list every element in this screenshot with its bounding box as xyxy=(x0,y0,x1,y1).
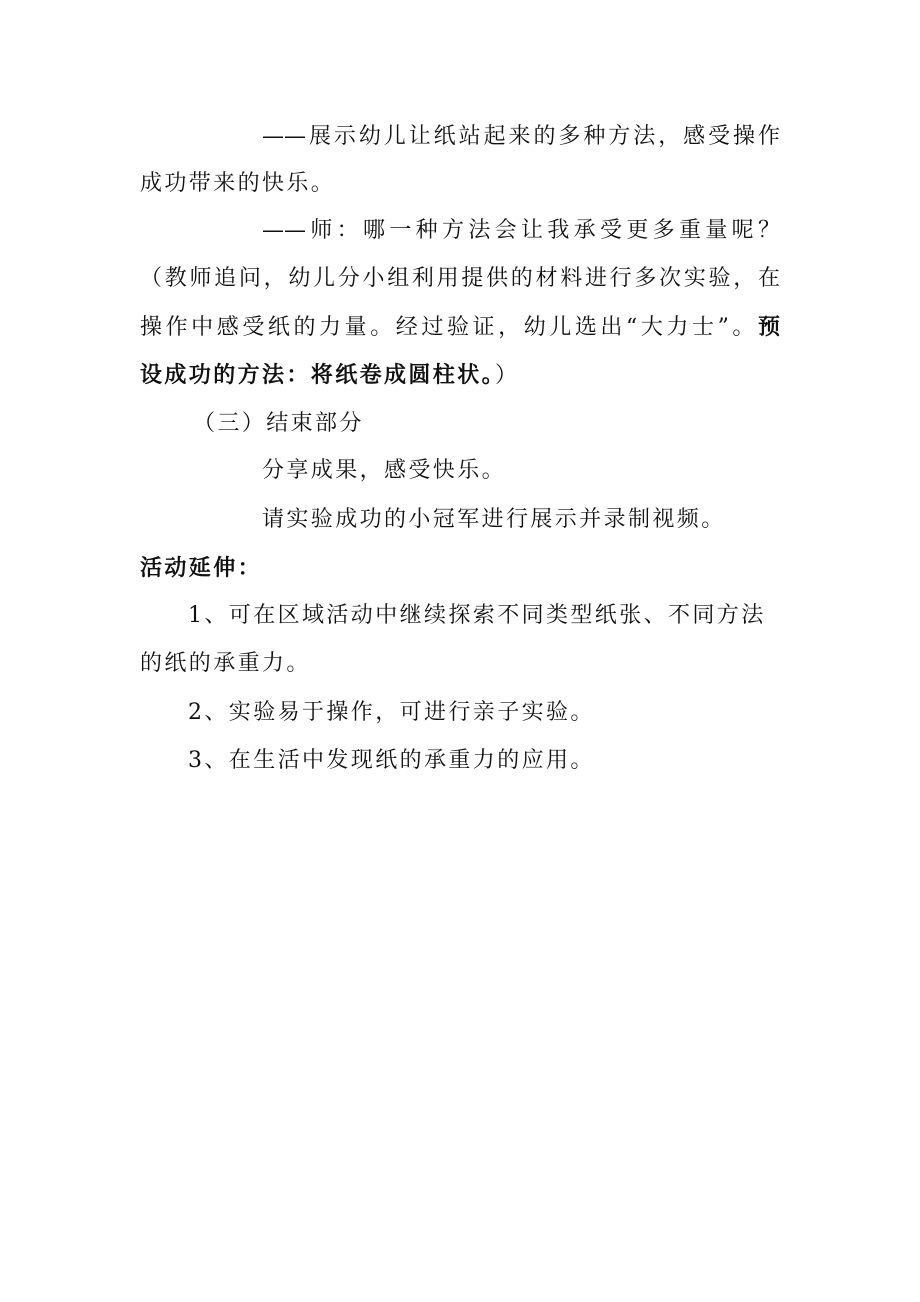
paragraph-verification xyxy=(140,312,780,343)
paragraph-show-methods-continued: 成功带来的快乐。 xyxy=(140,171,336,196)
list-item-3: 3、在生活中发现纸的承重力的应用。 xyxy=(188,748,595,773)
paragraph-teacher-followup: （教师追问，幼儿分小组利用提供的材料进行多次实验，在 xyxy=(140,266,780,291)
preset-method-start: 预 xyxy=(757,314,780,340)
closing-parenthesis: ） xyxy=(495,363,520,388)
verification-text: 操作中感受纸的力量。经过验证，幼儿选出“大力士”。 xyxy=(140,315,758,340)
section-heading-extension: 活动延伸： xyxy=(140,555,263,581)
paragraph-record-video: 请实验成功的小冠军进行展示并录制视频。 xyxy=(262,507,726,532)
paragraph-preset-method xyxy=(140,360,519,391)
list-item-2: 2、实验易于操作，可进行亲子实验。 xyxy=(188,700,595,725)
list-item-1: 1、可在区域活动中继续探索不同类型纸张、不同方法 xyxy=(188,603,766,628)
list-item-1-continued: 的纸的承重力。 xyxy=(140,651,311,676)
paragraph-teacher-question: ——师：哪一种方法会让我承受更多重量呢？ xyxy=(262,218,780,243)
paragraph-share-results: 分享成果，感受快乐。 xyxy=(262,458,507,483)
section-heading-conclusion: （三）结束部分 xyxy=(193,411,364,436)
preset-method-text: 设成功的方法：将纸卷成圆柱状。 xyxy=(140,362,496,388)
paragraph-show-methods: ——展示幼儿让纸站起来的多种方法，感受操作 xyxy=(262,124,780,149)
